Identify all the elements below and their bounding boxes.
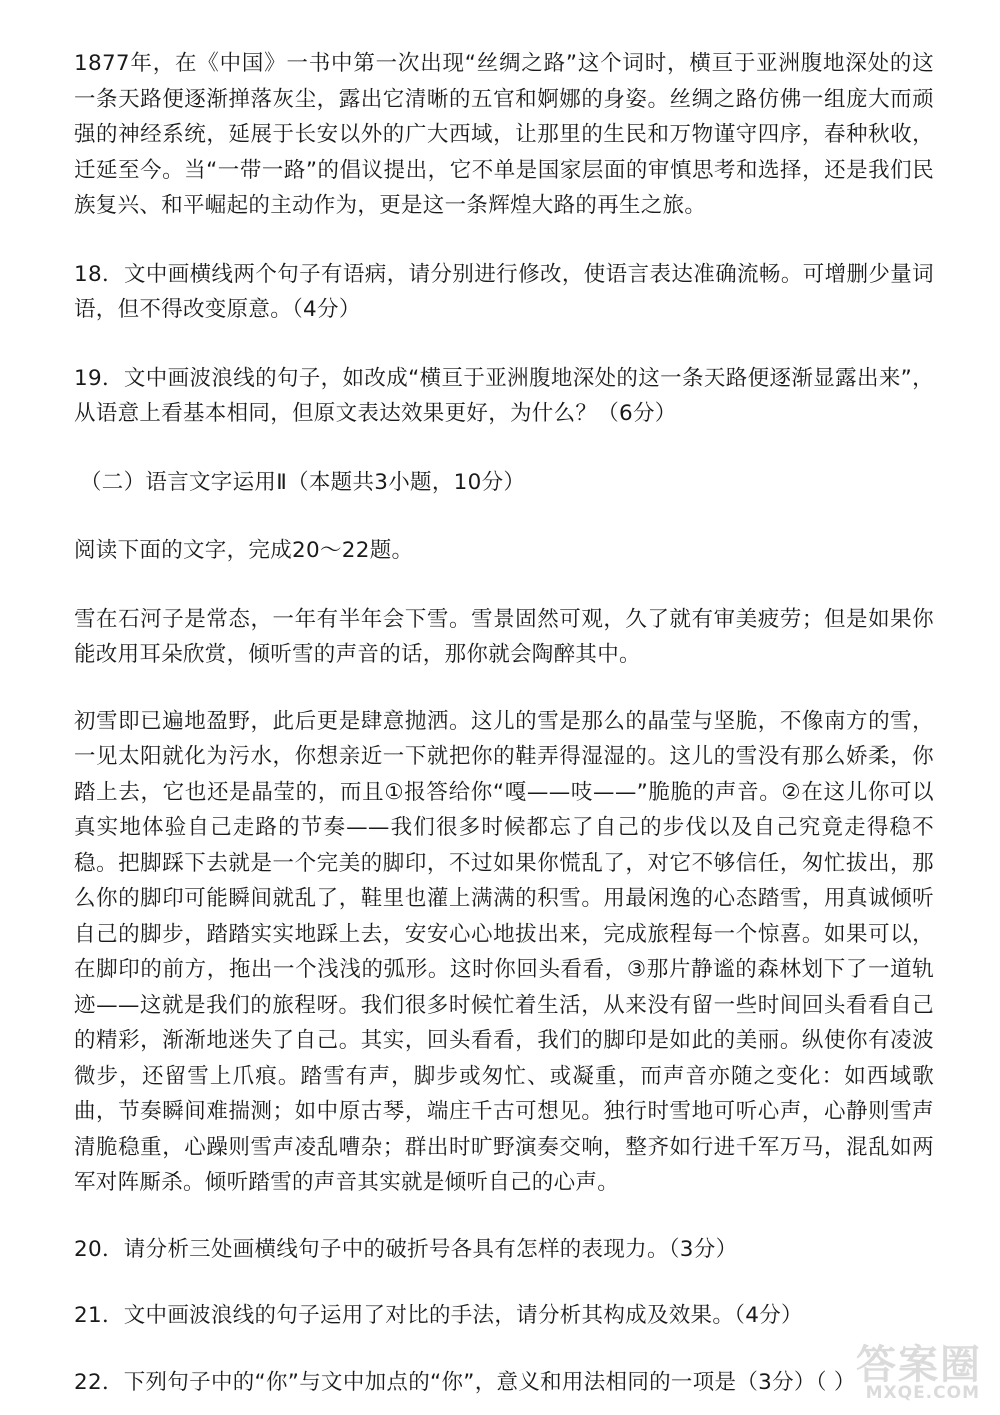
watermark-title: 答案圈 [856, 1342, 982, 1388]
question-18: 18．文中画横线两个句子有语病，请分别进行修改，使语言表达准确流畅。可增删少量词语，但不得改变原意。（4分） [74, 261, 934, 322]
watermark-url: MXQE.COM [865, 1383, 980, 1403]
watermark-logo [842, 1333, 982, 1403]
question-19: 19．文中画波浪线的句子，如改成“横亘于亚洲腹地深处的这一条天路便逐渐显露出来”，从语意上看基本相同，但原文表达效果更好，为什么？（6分） [74, 365, 934, 426]
passage-snow-paragraph-1: 雪在石河子是常态，一年有半年会下雪。雪景固然可观，久了就有审美疲劳；但是如果你能改用耳朵欣赏，倾听雪的声音的话，那你就会陶醉其中。 [74, 606, 934, 667]
passage-silk-road: 1877年，在《中国》一书中第一次出现“丝绸之路”这个词时，横亘于亚洲腹地深处的这一条天路便逐渐掸落灰尘，露出它清晰的五官和婀娜的身姿。丝绸之路仿佛一组庞大而顽强的神经系统，延展于长安以外的广大西域，让那里的生民和万物谨守四序，春种秋收，迁延至今。当“一带一路”的倡议提出，它不单是国家层面的审慎思考和选择，还是我们民族复兴、和平崛起的主动作为，更是这一条辉煌大路的再生之旅。 [74, 51, 934, 218]
section-title: （二）语言文字运用Ⅱ（本题共3小题，10分） [80, 469, 526, 495]
reading-instruction: 阅读下面的文字，完成20～22题。 [74, 538, 414, 563]
question-20: 20．请分析三处画横线句子中的破折号各具有怎样的表现力。（3分） [74, 1236, 738, 1262]
passage-snow-paragraph-2: 初雪即已遍地盈野，此后更是肆意抛洒。这儿的雪是那么的晶莹与坚脆，不像南方的雪，一见太阳就化为污水，你想亲近一下就把你的鞋弄得湿湿的。这儿的雪没有那么娇柔，你踏上去，它也还是晶莹的，而且①报答给你“嘎——吱——”脆脆的声音。②在这儿你可以真实地体验自己走路的节奏——我们很多时候都忘了自己的步伐以及自己究竟走得稳不稳。把脚踩下去就是一个完美的脚印，不过如果你慌乱了，对它不够信任，匆忙拔出，那么你的脚印可能瞬间就乱了，鞋里也灌上满满的积雪。用最闲逸的心态踏雪，用真诚倾听自己的脚步，踏踏实实地踩上去，安安心心地拔出来，完成旅程每一个惊喜。如果可以，在脚印的前方，拖出一个浅浅的弧形。这时你回头看看，③那片静谧的森林划下了一道轨迹——这就是我们的旅程呀。我们很多时候忙着生活，从来没有留一些时间回头看看自己的精彩，渐渐地迷失了自己。其实，回头看看，我们的脚印是如此的美丽。纵使你有凌波微步，还留雪上爪痕。踏雪有声，脚步或匆忙、或凝重，而声音亦随之变化：如西域歌曲，节奏瞬间难揣测；如中原古琴，端庄千古可想见。独行时雪地可听心声，心静则雪声清脆稳重，心躁则雪声凌乱嘈杂；群出时旷野演奏交响，整齐如行进千军万马，混乱如两军对阵厮杀。倾听踏雪的声音其实就是倾听自己的心声。 [74, 708, 934, 1195]
question-21: 21．文中画波浪线的句子运用了对比的手法，请分析其构成及效果。（4分） [74, 1303, 803, 1328]
document-page [74, 46, 934, 1400]
question-22: 22．下列句子中的“你”与文中加点的“你”，意义和用法相同的一项是（3分）（ ） [74, 1369, 856, 1395]
